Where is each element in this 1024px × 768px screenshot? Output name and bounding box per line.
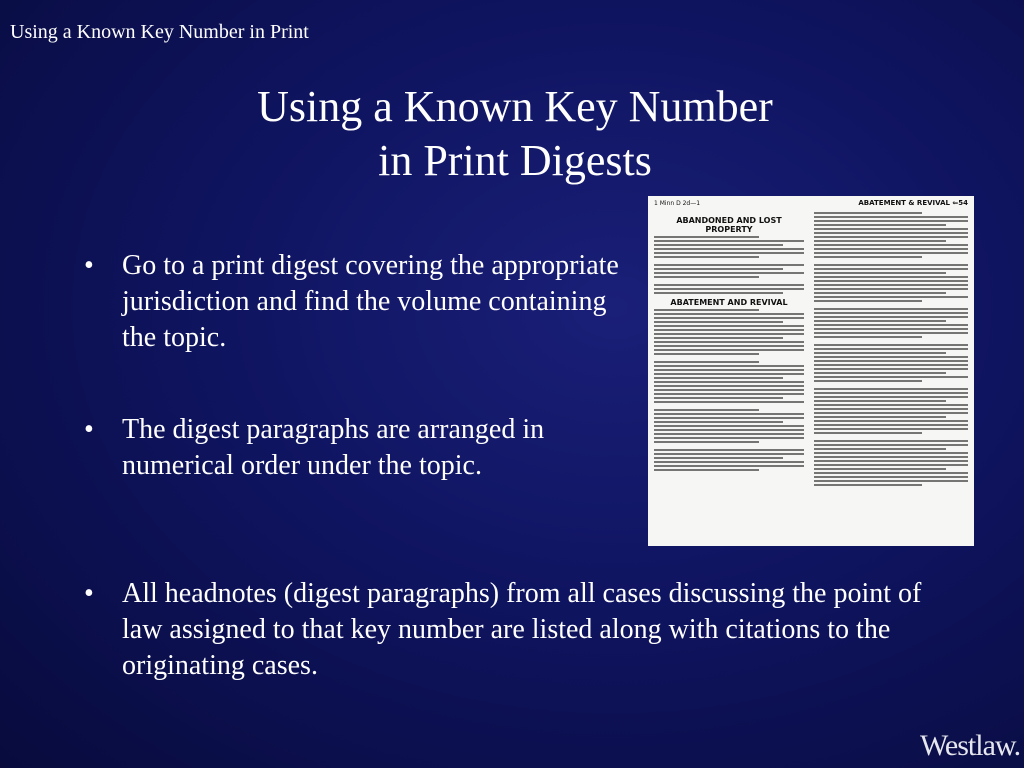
bullet-dot: • (84, 578, 94, 609)
digest-page-image (648, 196, 974, 546)
digest-text-block (654, 236, 804, 294)
digest-column-right (814, 212, 968, 488)
header-title: Using a Known Key Number in Print (10, 21, 309, 43)
bullet-text: All headnotes (digest paragraphs) from all cases discussing the point of law assigned to that key number are listed along with citations to the originating cases. (122, 578, 922, 681)
digest-running-head: ABATEMENT & REVIVAL ⇐54 (858, 199, 968, 207)
westlaw-logo: Westlaw. (920, 729, 1021, 762)
bullet-text: The digest paragraphs are arranged in numerical order under the topic. (122, 414, 545, 481)
digest-heading-abatement: ABATEMENT AND REVIVAL (670, 298, 788, 307)
digest-heading-abandoned: ABANDONED AND LOST PROPERTY (676, 216, 782, 234)
bullet-dot: • (84, 250, 94, 281)
bullet-dot: • (84, 414, 94, 445)
digest-text-block (814, 212, 968, 486)
slide-title-line-1: Using a Known Key Number (257, 82, 773, 131)
slide-title-line-2: in Print Digests (378, 136, 652, 185)
digest-text-block (654, 309, 804, 471)
digest-column-left (654, 212, 804, 473)
slide-title (180, 80, 850, 188)
bullet-text: Go to a print digest covering the appropriate jurisdiction and find the volume containing the topic. (122, 250, 619, 353)
digest-page-ref: 1 Minn D 2d—1 (654, 200, 701, 207)
